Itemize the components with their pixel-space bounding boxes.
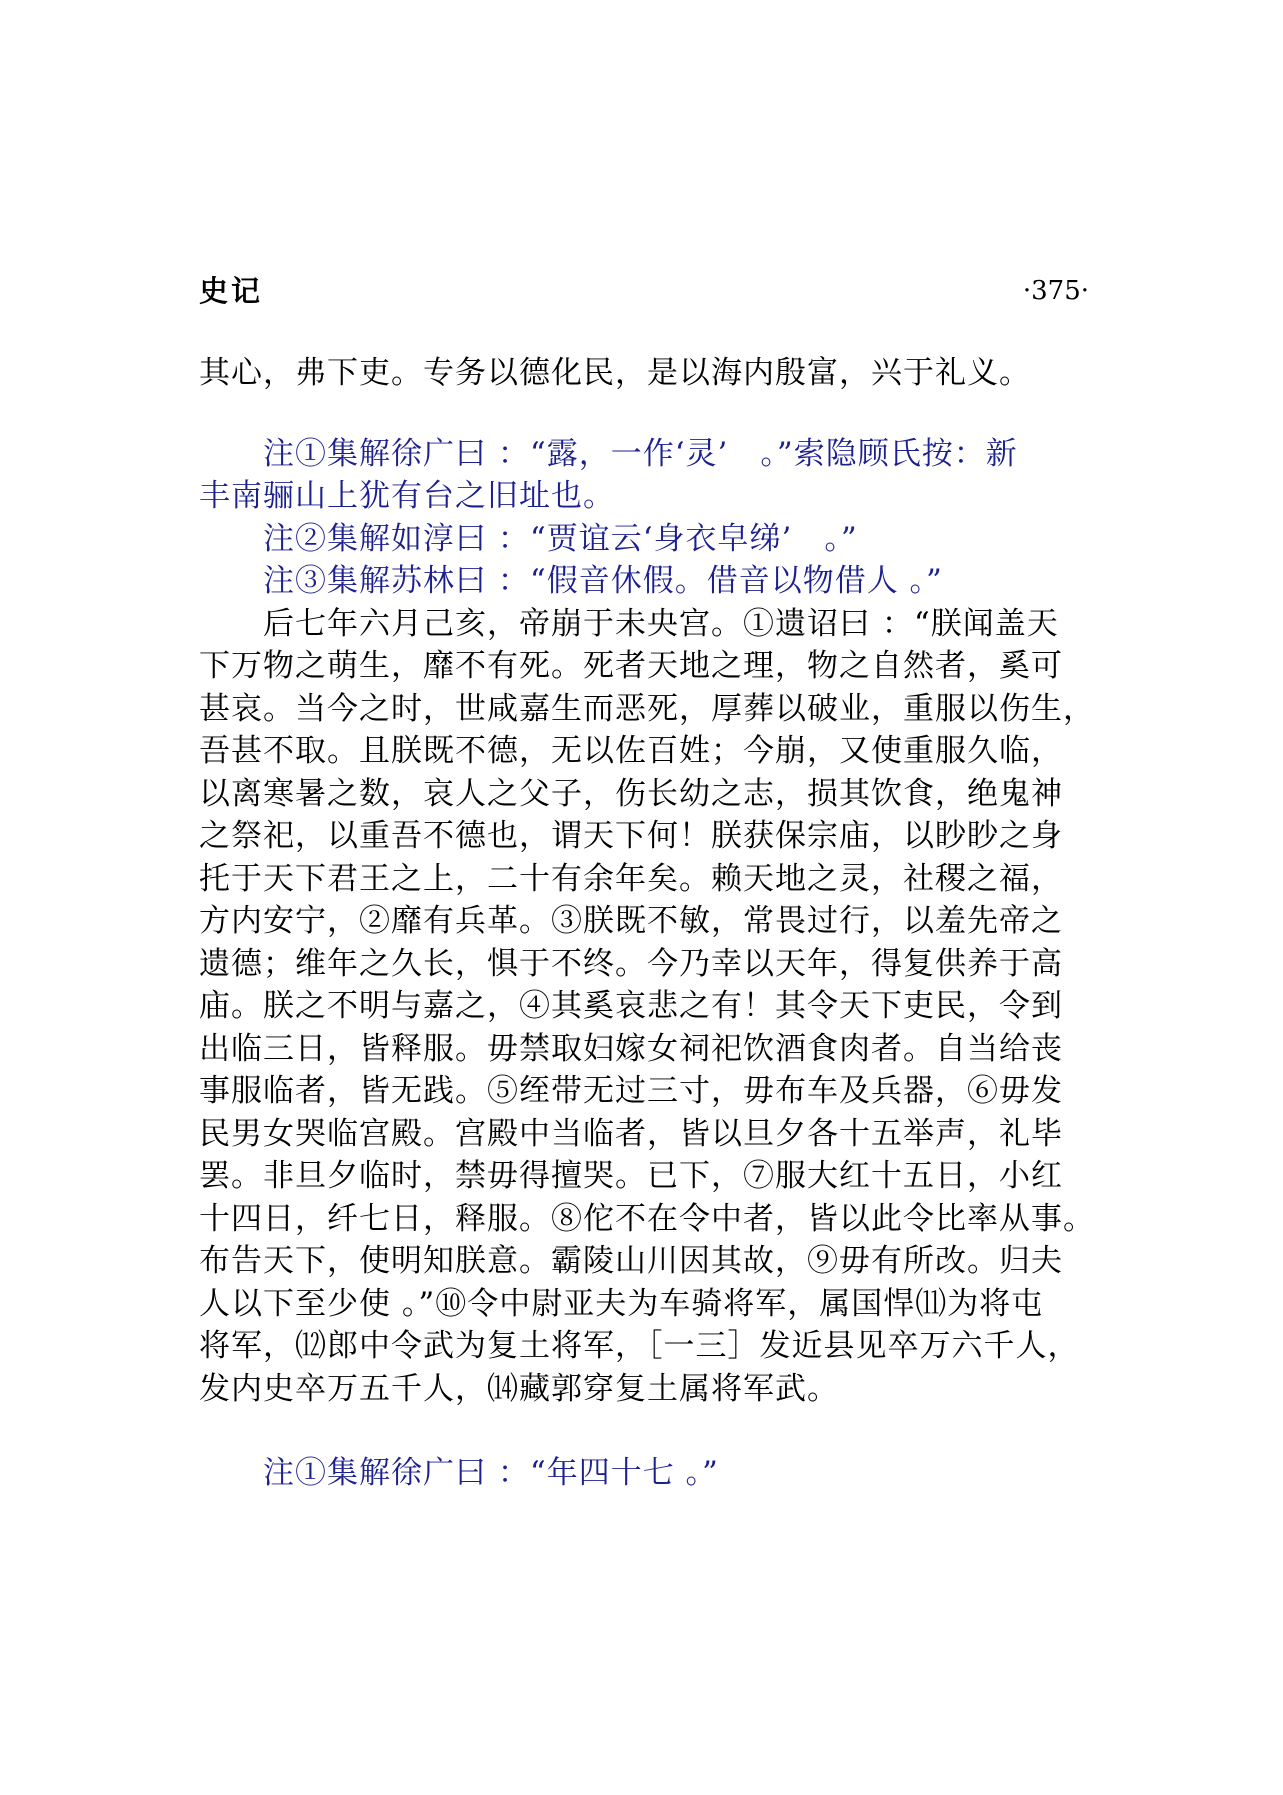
text-line: 方内安宁，②靡有兵革。③朕既不敏，常畏过行，以羞先帝之 — [199, 903, 1063, 939]
page-content — [199, 352, 1099, 1495]
text-line: 甚哀。当今之时，世咸嘉生而恶死，厚葬以破业，重服以伤生， — [199, 690, 1095, 727]
note-2: 注②集解如淳曰 ：“贾谊云‘身衣皁绨’ 。” — [263, 520, 858, 557]
spacer — [199, 395, 1099, 433]
text-line: 托于天下君王之上，二十有余年矣。赖天地之灵，社稷之福， — [199, 860, 1063, 897]
text-line: 后七年六月己亥，帝崩于未央宫。①遗诏曰 ：“朕闻盖天 — [263, 605, 1059, 642]
text-line: 十四日，纤七日，释服。⑧佗不在令中者，皆以此令比率从事。 — [199, 1200, 1095, 1237]
note-1: 注①集解徐广曰 ：“年四十七 。” — [263, 1455, 719, 1491]
text-line: 以离寒暑之数，哀人之父子，伤长幼之志，损其饮食，绝鬼神 — [199, 775, 1063, 812]
main-paragraph — [199, 603, 1099, 1411]
spacer — [199, 1410, 1099, 1452]
opening-line — [199, 352, 1099, 395]
notes-group-2 — [199, 1452, 1099, 1495]
text-line: 遗德；维年之久长，惧于不终。今乃幸以天年，得复供养于高 — [199, 945, 1063, 982]
text-line: 将军，⑿郎中令武为复土将军，［一三］发近县见卒万六千人， — [199, 1328, 1080, 1364]
note-1-line-2: 丰南骊山上犹有台之旧址也。 — [199, 478, 615, 514]
note-1-line-1: 注①集解徐广曰 ：“露，一作‘灵’ 。”索隐顾氏按：新 — [263, 435, 1018, 472]
text-line: 吾甚不取。且朕既不德，无以佐百姓；今崩，又使重服久临， — [199, 733, 1063, 769]
text-line: 庙。朕之不明与嘉之，④其奚哀悲之有！其令天下吏民，令到 — [199, 988, 1063, 1024]
text-line: 出临三日，皆释服。毋禁取妇嫁女祠祀饮酒食肉者。自当给丧 — [199, 1030, 1063, 1067]
text-line: 发内史卒万五千人，⒁藏郭穿复土属将军武。 — [199, 1370, 839, 1407]
page-header — [199, 271, 1089, 311]
page-number: ·375· — [1022, 276, 1089, 306]
book-title: 史记 — [199, 274, 264, 308]
note-3: 注③集解苏林曰 ：“假音休假。借音以物借人 。” — [263, 563, 943, 599]
text-line: 其心，弗下吏。专务以德化民，是以海内殷富，兴于礼义。 — [199, 355, 1031, 391]
text-line: 罢。非旦夕临时，禁毋得擅哭。已下，⑦服大红十五日，小红 — [199, 1158, 1063, 1194]
text-line: 人以下至少使 。”⑩令中尉亚夫为车骑将军，属国悍⑾为将屯 — [199, 1285, 1044, 1322]
text-line: 事服临者，皆无践。⑤绖带无过三寸，毋布车及兵器，⑥毋发 — [199, 1073, 1063, 1109]
text-line: 下万物之萌生，靡不有死。死者天地之理，物之自然者，奚可 — [199, 648, 1063, 684]
notes-group-1 — [199, 433, 1099, 603]
text-line: 民男女哭临宫殿。宫殿中当临者，皆以旦夕各十五举声，礼毕 — [199, 1115, 1063, 1152]
text-line: 之祭祀，以重吾不德也，谓天下何！朕获保宗庙，以眇眇之身 — [199, 818, 1063, 854]
text-line: 布告天下，使明知朕意。霸陵山川因其故，⑨毋有所改。归夫 — [199, 1243, 1063, 1279]
